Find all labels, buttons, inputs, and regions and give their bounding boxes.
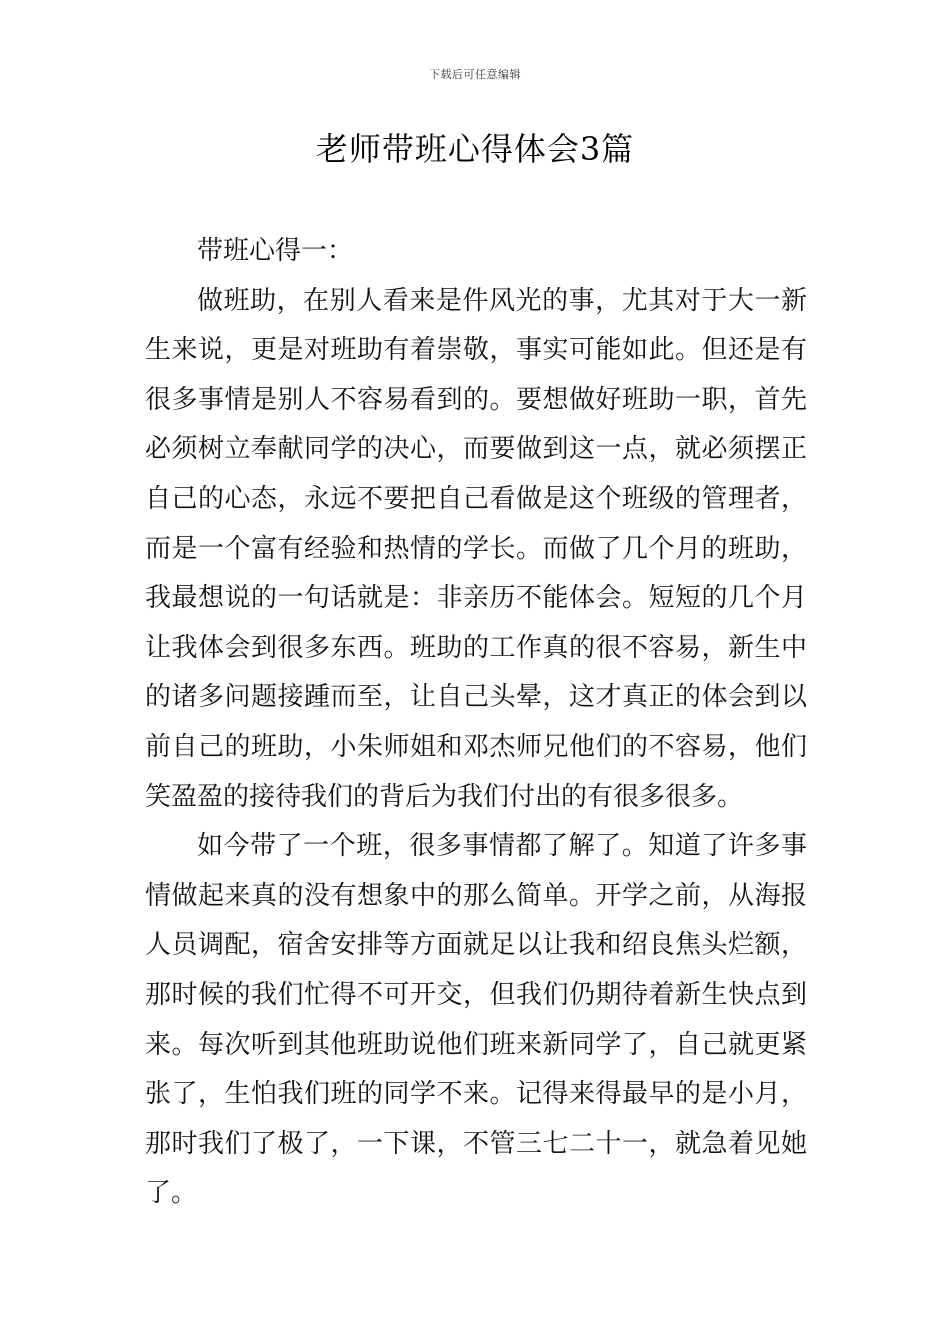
header-note: 下载后可任意编辑 [429, 68, 521, 81]
paragraph-2: 如今带了一个班，很多事情都了解了。知道了许多事情做起来真的没有想象中的那么简单。开学之前，从海报人员调配，宿舍安排等方面就足以让我和绍良焦头烂额，那时候的我们忙得不可开交，但我们仍期待着新生快点到来。每次听到其他班助说他们班来新同学了，自己就更紧张了，生怕我们班的同学不来。记得来得最早的是小月，那时我们了极了，一下课，不管三七二十一，就急着见她了。 [145, 831, 807, 1209]
document-title: 老师带班心得体会3篇 [315, 130, 635, 168]
section-label: 带班心得一： [197, 236, 354, 266]
document-body [145, 227, 807, 1219]
paragraph-1: 做班助，在别人看来是件风光的事，尤其对于大一新生来说，更是对班助有着崇敬，事实可能如此。但还是有很多事情是别人不容易看到的。要想做好班助一职，首先必须树立奉献同学的决心，而要做到这一点，就必须摆正自己的心态，永远不要把自己看做是这个班级的管理者，而是一个富有经验和热情的学长。而做了几个月的班助，我最想说的一句话就是：非亲历不能体会。短短的几个月让我体会到很多东西。班助的工作真的很不容易，新生中的诸多问题接踵而至，让自己头晕，这才真正的体会到以前自己的班助，小朱师姐和邓杰师兄他们的不容易，他们笑盈盈的接待我们的背后为我们付出的有很多很多。 [145, 285, 807, 812]
